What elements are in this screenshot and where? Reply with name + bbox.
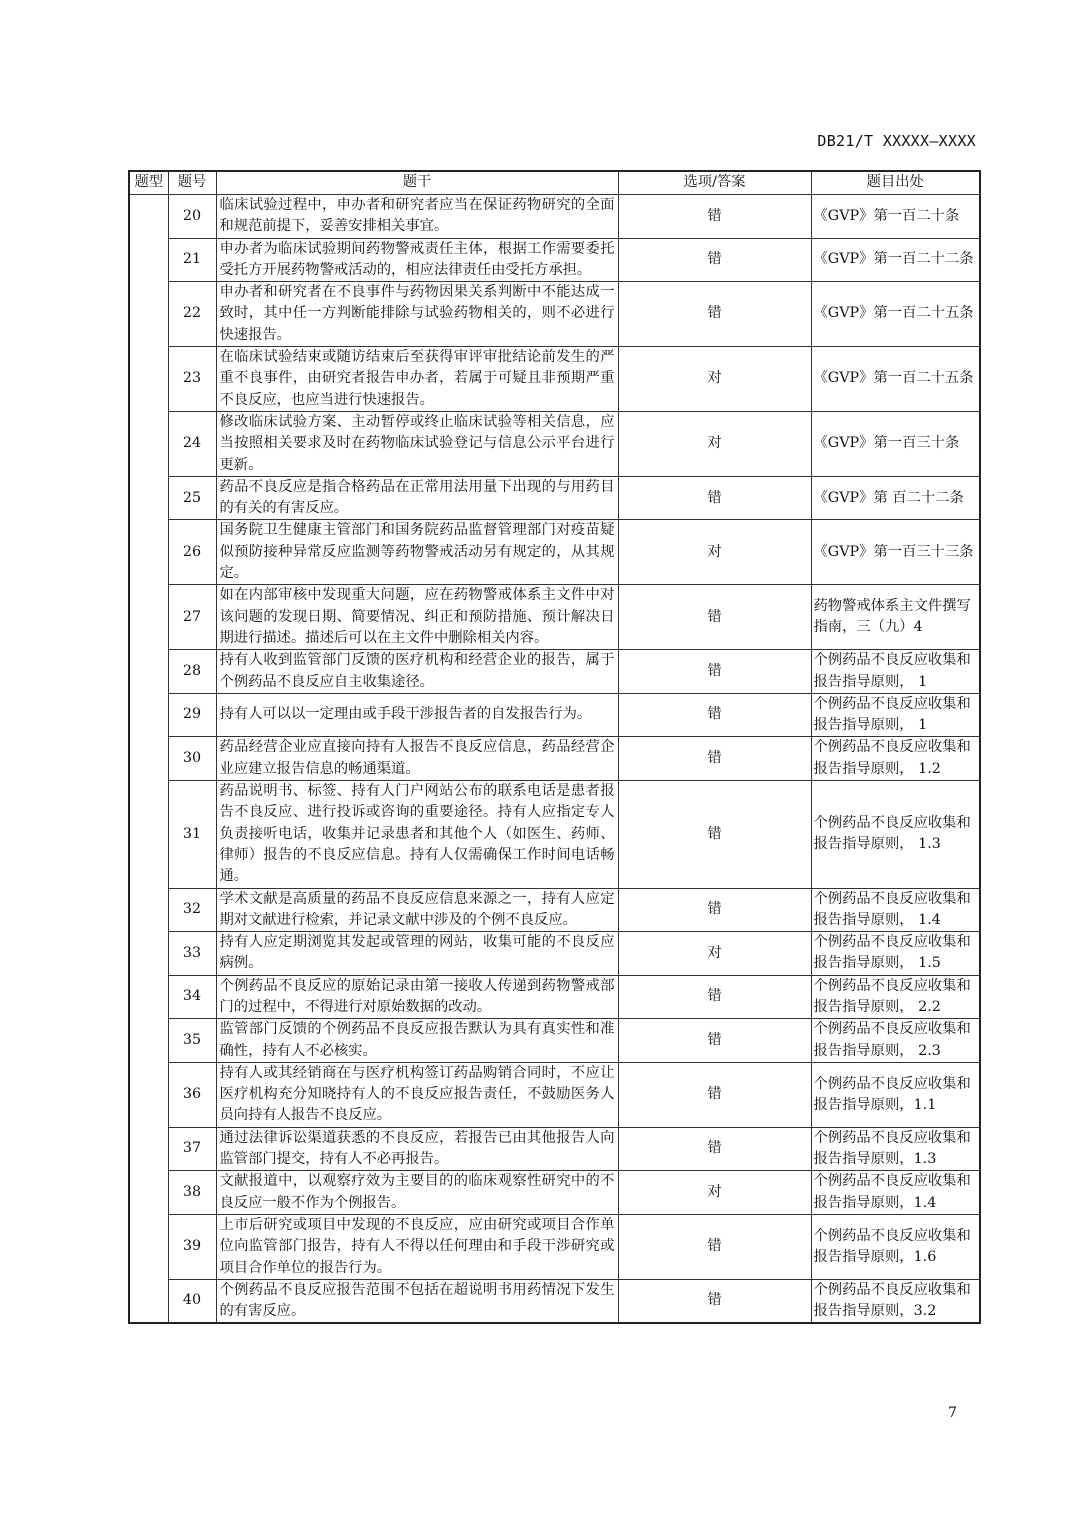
question-answer: 错 — [618, 650, 811, 694]
column-header-source: 题目出处 — [811, 171, 980, 195]
table-row — [129, 888, 980, 932]
table-row — [129, 781, 980, 888]
table-row — [129, 1279, 980, 1323]
question-source: 《GVP》第一百二十条 — [811, 195, 980, 239]
table-row — [129, 585, 980, 650]
question-source: 《GVP》第一百三十三条 — [811, 520, 980, 585]
question-answer: 错 — [618, 1214, 811, 1279]
table-header-row — [129, 171, 980, 195]
question-number: 36 — [168, 1062, 216, 1127]
question-answer: 错 — [618, 1127, 811, 1171]
question-number: 25 — [168, 476, 216, 520]
question-source: 《GVP》第一百二十二条 — [811, 238, 980, 282]
question-answer: 对 — [618, 411, 811, 476]
question-answer: 错 — [618, 975, 811, 1019]
question-source: 《GVP》第一百二十五条 — [811, 282, 980, 347]
question-number: 35 — [168, 1019, 216, 1063]
table-row — [129, 975, 980, 1019]
question-number: 33 — [168, 932, 216, 976]
table-body — [129, 195, 980, 1324]
question-source: 个例药品不良反应收集和报告指导原则， 1.5 — [811, 932, 980, 976]
question-answer: 错 — [618, 1279, 811, 1323]
document-code: DB21/T XXXXX—XXXX — [817, 132, 976, 150]
question-answer: 错 — [618, 888, 811, 932]
column-header-number: 题号 — [168, 171, 216, 195]
column-header-type: 题型 — [129, 171, 168, 195]
question-stem: 文献报道中，以观察疗效为主要目的的临床观察性研究中的不良反应一般不作为个例报告。 — [216, 1171, 618, 1215]
question-stem: 学术文献是高质量的药品不良反应信息来源之一，持有人应定期对文献进行检索，并记录文献中涉及的个例不良反应。 — [216, 888, 618, 932]
question-number: 22 — [168, 282, 216, 347]
question-source: 个例药品不良反应收集和报告指导原则，1.3 — [811, 1127, 980, 1171]
question-stem: 申办者为临床试验期间药物警戒责任主体，根据工作需要委托受托方开展药物警戒活动的，相应法律责任由受托方承担。 — [216, 238, 618, 282]
question-stem: 在临床试验结束或随访结束后至获得审评审批结论前发生的严重不良事件，由研究者报告申办者，若属于可疑且非预期严重不良反应，也应当进行快速报告。 — [216, 347, 618, 412]
question-number: 26 — [168, 520, 216, 585]
question-stem: 申办者和研究者在不良事件与药物因果关系判断中不能达成一致时，其中任一方判断能排除与试验药物相关的，则不必进行快速报告。 — [216, 282, 618, 347]
table-row — [129, 347, 980, 412]
question-source: 《GVP》第 百二十二条 — [811, 476, 980, 520]
question-table — [128, 170, 981, 1324]
table-row — [129, 195, 980, 239]
question-stem: 持有人或其经销商在与医疗机构签订药品购销合同时，不应让医疗机构充分知晓持有人的不良反应报告责任，不鼓励医务人员向持有人报告不良反应。 — [216, 1062, 618, 1127]
question-stem: 监管部门反馈的个例药品不良反应报告默认为具有真实性和准确性，持有人不必核实。 — [216, 1019, 618, 1063]
question-stem: 药品说明书、标签、持有人门户网站公布的联系电话是患者报告不良反应、进行投诉或咨询的重要途径。持有人应指定专人负责接听电话，收集并记录患者和其他个人（如医生、药师、律师）报告的不良反应信息。持有人仅需确保工作时间电话畅通。 — [216, 781, 618, 888]
question-number: 28 — [168, 650, 216, 694]
column-header-answer: 选项/答案 — [618, 171, 811, 195]
question-number: 32 — [168, 888, 216, 932]
table-row — [129, 238, 980, 282]
question-source: 个例药品不良反应收集和报告指导原则， 1.4 — [811, 888, 980, 932]
table-row — [129, 520, 980, 585]
question-answer: 错 — [618, 781, 811, 888]
question-answer: 对 — [618, 1171, 811, 1215]
table-row — [129, 476, 980, 520]
question-number: 37 — [168, 1127, 216, 1171]
question-stem: 个例药品不良反应的原始记录由第一接收人传递到药物警戒部门的过程中，不得进行对原始数据的改动。 — [216, 975, 618, 1019]
question-stem: 上市后研究或项目中发现的不良反应，应由研究或项目合作单位向监管部门报告，持有人不得以任何理由和手段干涉研究或项目合作单位的报告行为。 — [216, 1214, 618, 1279]
question-source: 个例药品不良反应收集和报告指导原则， 1 — [811, 693, 980, 737]
table-row — [129, 1214, 980, 1279]
question-stem: 持有人收到监管部门反馈的医疗机构和经营企业的报告，属于个例药品不良反应自主收集途径。 — [216, 650, 618, 694]
question-number: 30 — [168, 737, 216, 781]
question-number: 40 — [168, 1279, 216, 1323]
question-stem: 持有人应定期浏览其发起或管理的网站，收集可能的不良反应病例。 — [216, 932, 618, 976]
question-source: 个例药品不良反应收集和报告指导原则，1.4 — [811, 1171, 980, 1215]
question-answer: 错 — [618, 195, 811, 239]
table-row — [129, 1062, 980, 1127]
question-stem: 修改临床试验方案、主动暂停或终止临床试验等相关信息，应当按照相关要求及时在药物临床试验登记与信息公示平台进行更新。 — [216, 411, 618, 476]
question-number: 34 — [168, 975, 216, 1019]
column-header-stem: 题干 — [216, 171, 618, 195]
question-stem: 如在内部审核中发现重大问题，应在药物警戒体系主文件中对该问题的发现日期、简要情况、纠正和预防措施、预计解决日期进行描述。描述后可以在主文件中删除相关内容。 — [216, 585, 618, 650]
question-answer: 错 — [618, 1062, 811, 1127]
question-number: 20 — [168, 195, 216, 239]
question-answer: 对 — [618, 520, 811, 585]
question-source: 药物警戒体系主文件撰写指南，三（九）4 — [811, 585, 980, 650]
table-row — [129, 737, 980, 781]
question-stem: 国务院卫生健康主管部门和国务院药品监督管理部门对疫苗疑似预防接种异常反应监测等药物警戒活动另有规定的，从其规定。 — [216, 520, 618, 585]
question-number: 23 — [168, 347, 216, 412]
page-number: 7 — [948, 1405, 957, 1421]
question-source: 个例药品不良反应收集和报告指导原则，1.6 — [811, 1214, 980, 1279]
table-row — [129, 1127, 980, 1171]
question-stem: 药品不良反应是指合格药品在正常用法用量下出现的与用药目的有关的有害反应。 — [216, 476, 618, 520]
table-row — [129, 411, 980, 476]
question-stem: 药品经营企业应直接向持有人报告不良反应信息，药品经营企业应建立报告信息的畅通渠道。 — [216, 737, 618, 781]
question-answer: 对 — [618, 347, 811, 412]
question-source: 个例药品不良反应收集和报告指导原则， 1.2 — [811, 737, 980, 781]
question-answer: 错 — [618, 1019, 811, 1063]
table-row — [129, 282, 980, 347]
question-source: 个例药品不良反应收集和报告指导原则， 2.2 — [811, 975, 980, 1019]
question-answer: 错 — [618, 693, 811, 737]
table-row — [129, 1171, 980, 1215]
question-source: 《GVP》第一百三十条 — [811, 411, 980, 476]
table-row — [129, 1019, 980, 1063]
question-answer: 错 — [618, 585, 811, 650]
question-answer: 错 — [618, 737, 811, 781]
question-number: 21 — [168, 238, 216, 282]
question-number: 31 — [168, 781, 216, 888]
table-row — [129, 932, 980, 976]
question-source: 《GVP》第一百二十五条 — [811, 347, 980, 412]
question-answer: 对 — [618, 932, 811, 976]
question-stem: 通过法律诉讼渠道获悉的不良反应，若报告已由其他报告人向监管部门提交，持有人不必再报告。 — [216, 1127, 618, 1171]
question-number: 39 — [168, 1214, 216, 1279]
question-stem: 临床试验过程中，申办者和研究者应当在保证药物研究的全面和规范前提下，妥善安排相关事宜。 — [216, 195, 618, 239]
table-row — [129, 693, 980, 737]
question-number: 29 — [168, 693, 216, 737]
question-source: 个例药品不良反应收集和报告指导原则，1.1 — [811, 1062, 980, 1127]
question-source: 个例药品不良反应收集和报告指导原则， 1 — [811, 650, 980, 694]
question-source: 个例药品不良反应收集和报告指导原则，3.2 — [811, 1279, 980, 1323]
question-number: 24 — [168, 411, 216, 476]
question-stem: 个例药品不良反应报告范围不包括在超说明书用药情况下发生的有害反应。 — [216, 1279, 618, 1323]
table-row — [129, 650, 980, 694]
question-answer: 错 — [618, 238, 811, 282]
question-number: 27 — [168, 585, 216, 650]
question-stem: 持有人可以以一定理由或手段干涉报告者的自发报告行为。 — [216, 693, 618, 737]
question-source: 个例药品不良反应收集和报告指导原则， 1.3 — [811, 781, 980, 888]
question-answer: 错 — [618, 476, 811, 520]
question-answer: 错 — [618, 282, 811, 347]
question-number: 38 — [168, 1171, 216, 1215]
question-source: 个例药品不良反应收集和报告指导原则， 2.3 — [811, 1019, 980, 1063]
question-type-cell — [129, 195, 168, 1324]
